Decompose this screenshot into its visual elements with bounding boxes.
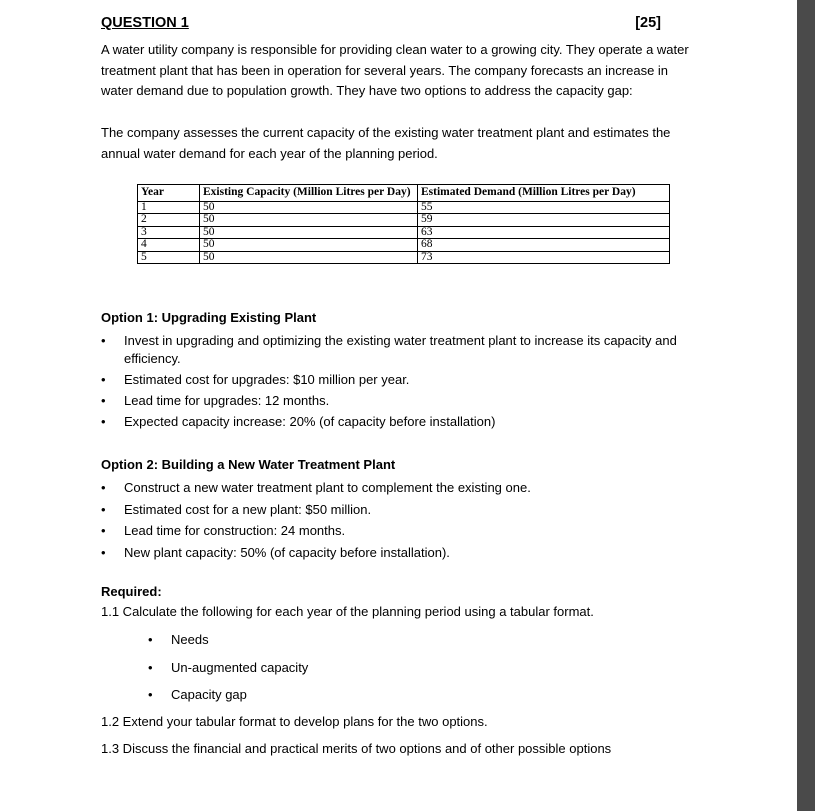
q1-1-list (148, 632, 308, 715)
question-marks: [25] (635, 15, 661, 31)
capacity-table (137, 184, 670, 264)
list-item: • Lead time for upgrades: 12 months. (101, 392, 701, 410)
assessment-paragraph: The company assesses the current capacity of the existing water treatment plant and estimates the annual water demand for each year of the planning period. (101, 125, 671, 161)
table-row (138, 239, 670, 252)
question-1-1: 1.1 Calculate the following for each year of the planning period using a tabular format. (101, 604, 594, 619)
header-estimated-demand: Estimated Demand (Million Litres per Day) (418, 185, 670, 202)
list-item: • Invest in upgrading and optimizing the existing water treatment plant to increase its capacity and efficiency. (101, 332, 701, 368)
list-item: • Estimated cost for upgrades: $10 million per year. (101, 371, 701, 389)
table-header-row (138, 185, 670, 202)
cell-year: 3 (138, 226, 200, 239)
cell-capacity: 50 (200, 214, 418, 227)
list-item: • New plant capacity: 50% (of capacity before installation). (101, 544, 701, 562)
table-row (138, 201, 670, 214)
list-item: • Construct a new water treatment plant to complement the existing one. (101, 479, 701, 497)
question-header (101, 15, 661, 31)
option2-heading: Option 2: Building a New Water Treatment Plant (101, 457, 396, 472)
cell-capacity: 50 (200, 251, 418, 264)
list-item: • Needs (148, 632, 308, 660)
option1-heading: Option 1: Upgrading Existing Plant (101, 310, 317, 325)
list-item: • Lead time for construction: 24 months. (101, 522, 701, 540)
intro-paragraph: A water utility company is responsible for providing clean water to a growing city. They operate a water treatment plant that has been in operation for several years. The company forecasts an increase in water demand due to population growth. They have two options to address the capacity gap: (101, 42, 689, 98)
cell-year: 2 (138, 214, 200, 227)
cell-demand: 68 (418, 239, 670, 252)
option1-list (101, 332, 701, 431)
header-year: Year (138, 185, 200, 202)
question-title: QUESTION 1 (101, 15, 189, 31)
cell-capacity: 50 (200, 201, 418, 214)
cell-year: 5 (138, 251, 200, 264)
cell-year: 4 (138, 239, 200, 252)
cell-capacity: 50 (200, 226, 418, 239)
table-row (138, 251, 670, 264)
option2-list (101, 479, 701, 562)
list-item: • Expected capacity increase: 20% (of capacity before installation) (101, 413, 701, 431)
cell-demand: 63 (418, 226, 670, 239)
cell-demand: 73 (418, 251, 670, 264)
table-row (138, 214, 670, 227)
header-existing-capacity: Existing Capacity (Million Litres per Day) (200, 185, 418, 202)
cell-year: 1 (138, 201, 200, 214)
question-1-2: 1.2 Extend your tabular format to develop plans for the two options. (101, 714, 488, 729)
question-1-3: 1.3 Discuss the financial and practical merits of two options and of other possible options (101, 741, 612, 756)
viewer-scrollbar-area[interactable] (797, 0, 815, 811)
cell-capacity: 50 (200, 239, 418, 252)
list-item: • Estimated cost for a new plant: $50 million. (101, 501, 701, 519)
table-row (138, 226, 670, 239)
cell-demand: 55 (418, 201, 670, 214)
list-item: • Un-augmented capacity (148, 660, 308, 688)
required-heading: Required: (101, 584, 162, 599)
cell-demand: 59 (418, 214, 670, 227)
list-item: • Capacity gap (148, 687, 308, 715)
